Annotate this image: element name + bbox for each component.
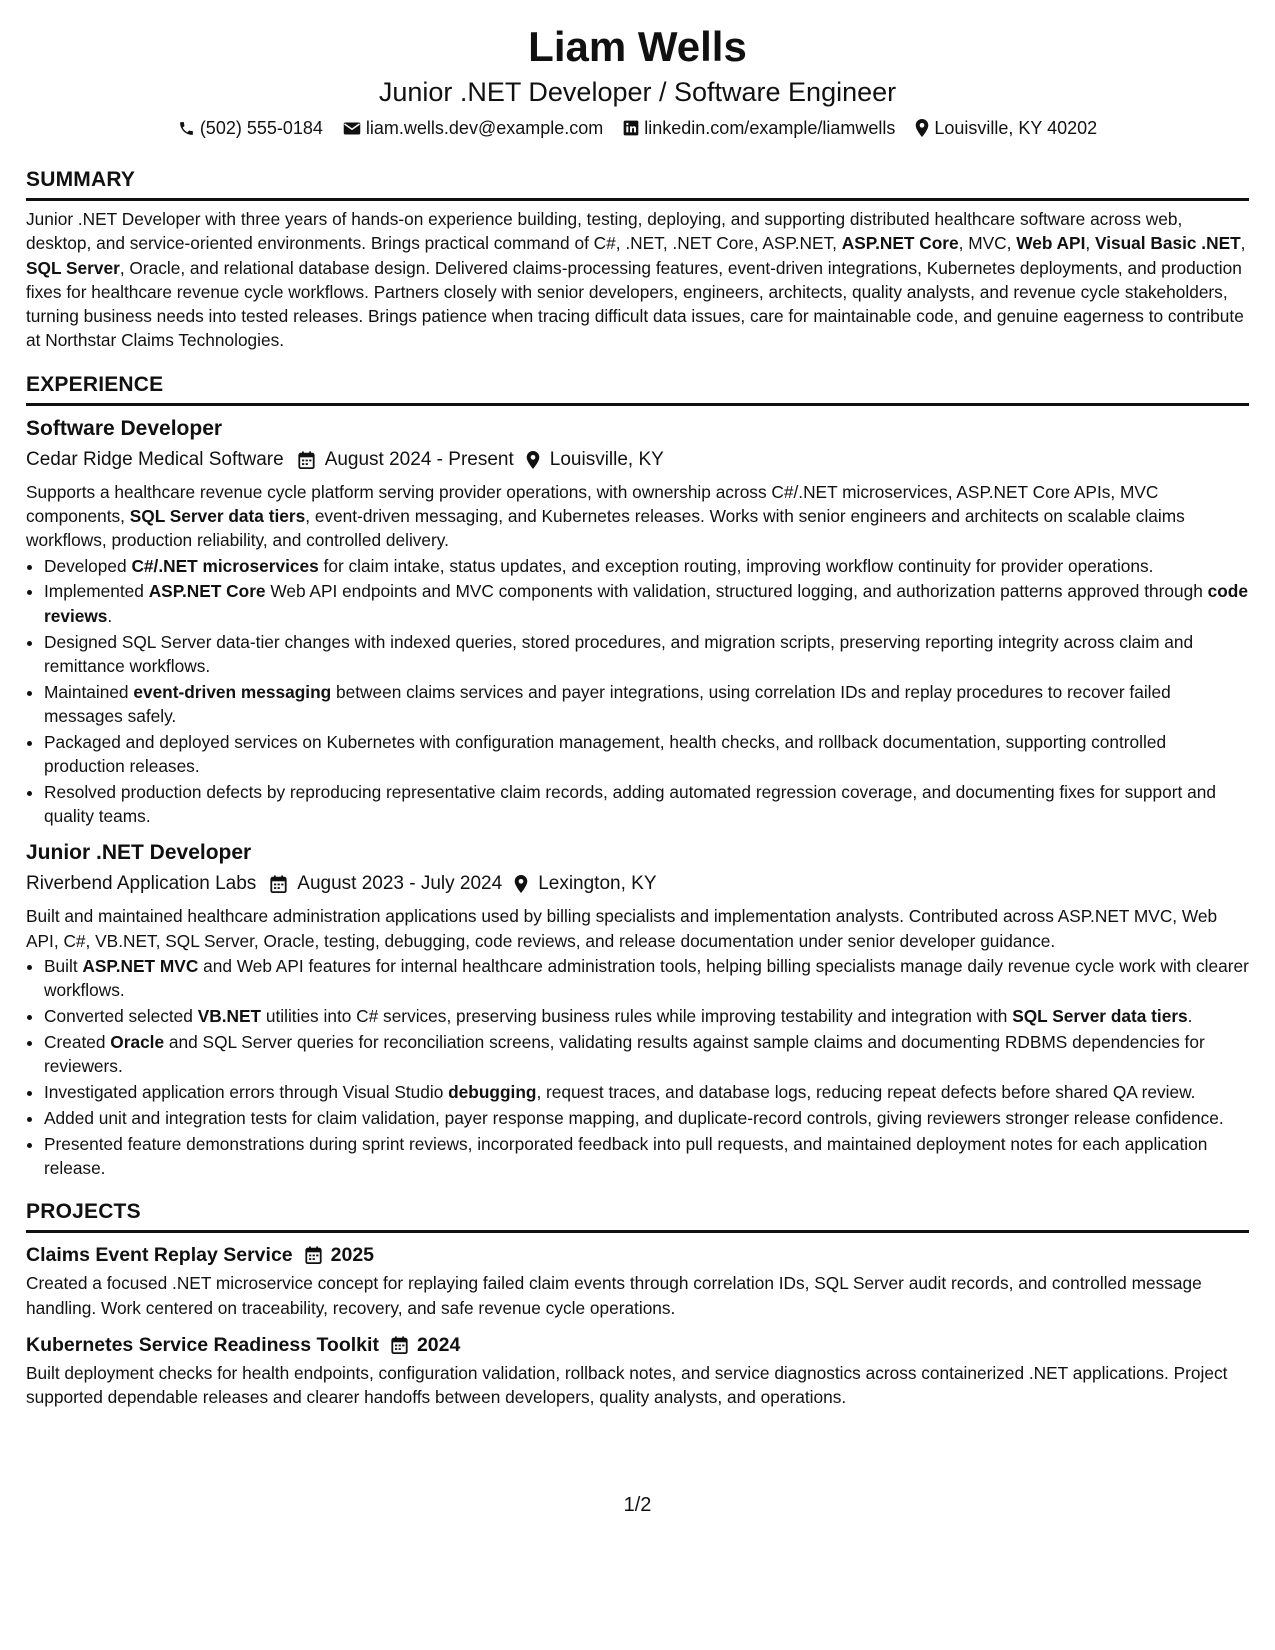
bullet-item: • Investigated application errors through Visual Studio debugging, request traces, and database logs, reducing repeat defects before shared QA review.: [44, 1080, 1249, 1104]
map-pin-icon: [915, 119, 929, 137]
phone-icon: [178, 120, 195, 137]
calendar-icon: [298, 451, 315, 469]
bold-keyword: ASP.NET MVC: [82, 956, 199, 977]
job-entry: [26, 838, 1249, 1180]
section-title-projects: PROJECTS: [26, 1198, 1249, 1233]
bullet-item: • Converted selected VB.NET utilities into C# services, preserving business rules while improving testability and integration with SQL Server data tiers.: [44, 1004, 1249, 1028]
job-company: Cedar Ridge Medical Software: [26, 448, 284, 470]
page-number: 1/2: [623, 1494, 652, 1516]
project-description: Created a focused .NET microservice concept for replaying failed claim events through correlation IDs, SQL Server audit records, and controlled message handling. Work centered on traceability, recovery, and safe revenue cycle operations.: [26, 1273, 1202, 1318]
experience-section: [26, 371, 1249, 1180]
summary-section: [26, 166, 1249, 353]
bold-keyword: Oracle: [110, 1031, 165, 1052]
contact-email-text: liam.wells.dev@example.com: [365, 118, 604, 138]
bold-keyword: ASP.NET Core: [841, 233, 959, 254]
job-company: Riverbend Application Labs: [26, 873, 257, 895]
job-description: Supports a healthcare revenue cycle platform serving provider operations, with ownership across C#/.NET microservices, ASP.NET Core APIs, MVC components, SQL Server data tiers, event-driven messaging, and Kubernetes releases. Works with senior engineers and architects on scalable claims workflows, production reliability, and controlled delivery.: [26, 481, 1185, 551]
bold-keyword: debugging: [448, 1082, 537, 1103]
section-title-experience: EXPERIENCE: [26, 371, 1249, 406]
bullet-item: • Packaged and deployed services on Kubernetes with configuration management, health checks, and rollback documentation, supporting controlled production releases.: [44, 730, 1249, 779]
resume-page: [26, 20, 1249, 1409]
contact-phone[interactable]: [178, 116, 323, 140]
contact-phone-text: (502) 555-0184: [199, 118, 323, 138]
bullet-item: • Resolved production defects by reproducing representative claim records, adding automated regression coverage, and documenting fixes for support and quality teams.: [44, 780, 1249, 829]
job-location: Louisville, KY: [549, 448, 664, 470]
bold-keyword: code reviews: [44, 581, 1248, 626]
envelope-icon: [343, 121, 361, 136]
contact-location: [915, 116, 1097, 140]
bold-keyword: C#/.NET microservices: [131, 555, 319, 576]
project-year: 2025: [330, 1244, 375, 1267]
bullet-item: • Added unit and integration tests for claim validation, payer response mapping, and duplicate-record controls, giving reviewers stronger release confidence.: [44, 1106, 1249, 1130]
job-dates: August 2024 - Present: [324, 448, 514, 470]
bullet-item: • Built ASP.NET MVC and Web API features for internal healthcare administration tools, helping billing specialists manage daily revenue cycle work with clearer workflows.: [44, 954, 1249, 1003]
calendar-icon: [270, 875, 287, 893]
bold-keyword: Web API: [1016, 233, 1086, 254]
contact-location-text: Louisville, KY 40202: [934, 118, 1098, 138]
map-pin-icon: [526, 451, 540, 469]
bullet-item: • Designed SQL Server data-tier changes with indexed queries, stored procedures, and migration scripts, preserving reporting integrity across claim and remittance workflows.: [44, 630, 1249, 679]
bold-keyword: VB.NET: [197, 1006, 262, 1027]
job-entry: [26, 414, 1249, 829]
section-title-summary: SUMMARY: [26, 166, 1249, 201]
linkedin-icon: [623, 120, 639, 136]
map-pin-icon: [514, 875, 528, 893]
calendar-icon: [391, 1336, 408, 1354]
bullet-item: • Developed C#/.NET microservices for claim intake, status updates, and exception routing, improving workflow continuity for provider operations.: [44, 554, 1249, 578]
bold-keyword: Visual Basic .NET: [1094, 233, 1241, 254]
candidate-name: Liam Wells: [528, 23, 747, 70]
job-location: Lexington, KY: [538, 873, 657, 895]
bold-keyword: ASP.NET Core: [148, 581, 266, 602]
job-bullets: [26, 954, 1249, 1180]
bullet-item: • Implemented ASP.NET Core Web API endpoints and MVC components with validation, structured logging, and authorization patterns approved through code reviews.: [44, 579, 1249, 628]
job-meta: [26, 869, 1249, 899]
job-dates: August 2023 - July 2024: [297, 873, 503, 895]
project-year: 2024: [416, 1333, 461, 1356]
bold-keyword: SQL Server: [26, 257, 120, 278]
job-description: Built and maintained healthcare administration applications used by billing specialists and implementation analysts. Contributed across ASP.NET MVC, Web API, C#, VB.NET, SQL Server, Oracle, testing, debugging, code reviews, and release documentation under senior developer guidance.: [26, 906, 1218, 951]
calendar-icon: [305, 1246, 322, 1264]
project-name: Claims Event Replay Service: [26, 1244, 293, 1267]
bold-keyword: SQL Server data tiers: [129, 506, 306, 527]
bullet-item: • Created Oracle and SQL Server queries for reconciliation screens, validating results against sample claims and documenting RDBMS dependencies for reviewers.: [44, 1030, 1249, 1079]
bold-keyword: event-driven messaging: [133, 681, 332, 702]
project-entry: [26, 1332, 1249, 1410]
contact-linkedin-text: linkedin.com/example/liamwells: [644, 118, 896, 138]
summary-text: Junior .NET Developer with three years of hands-on experience building, testing, deploying, and supporting distributed healthcare software across web, desktop, and service-oriented environments. Brings practical command of C#, .NET, .NET Core, ASP.NET, ASP.NET Core, MVC, Web API, Visual Basic .NET, SQL Server, Oracle, and relational database design. Delivered claims-processing features, event-driven integrations, Kubernetes deployments, and production fixes for healthcare revenue cycle workflows. Partners closely with senior developers, engineers, architects, quality analysts, and revenue cycle stakeholders, turning business needs into tested releases. Brings patience when tracing difficult data issues, care for maintainable code, and genuine eagerness to contribute at Northstar Claims Technologies.: [26, 209, 1246, 351]
project-name: Kubernetes Service Readiness Toolkit: [26, 1333, 379, 1356]
contact-email[interactable]: [343, 116, 603, 140]
job-bullets: [26, 554, 1249, 829]
bold-keyword: SQL Server data tiers: [1012, 1006, 1188, 1027]
job-title: Junior .NET Developer: [26, 841, 252, 865]
project-header: [26, 1332, 1249, 1358]
projects-section: [26, 1198, 1249, 1409]
project-header: [26, 1242, 1249, 1268]
bullet-item: • Presented feature demonstrations during sprint reviews, incorporated feedback into pull requests, and maintained deployment notes for each application release.: [44, 1132, 1249, 1181]
contact-linkedin[interactable]: [623, 116, 895, 140]
project-description: Built deployment checks for health endpoints, configuration validation, rollback notes, and service diagnostics across containerized .NET applications. Project supported dependable releases and clearer handoffs between developers, quality analysts, and operations.: [26, 1362, 1228, 1408]
job-meta: [26, 445, 1249, 475]
job-title: Software Developer: [26, 416, 223, 440]
contact-bar: [26, 116, 1249, 140]
resume-header: [26, 20, 1249, 140]
candidate-role: Junior .NET Developer / Software Engineer: [378, 77, 897, 107]
bullet-item: • Maintained event-driven messaging between claims services and payer integrations, using correlation IDs and replay procedures to recover failed messages safely.: [44, 680, 1249, 729]
project-entry: [26, 1242, 1249, 1320]
